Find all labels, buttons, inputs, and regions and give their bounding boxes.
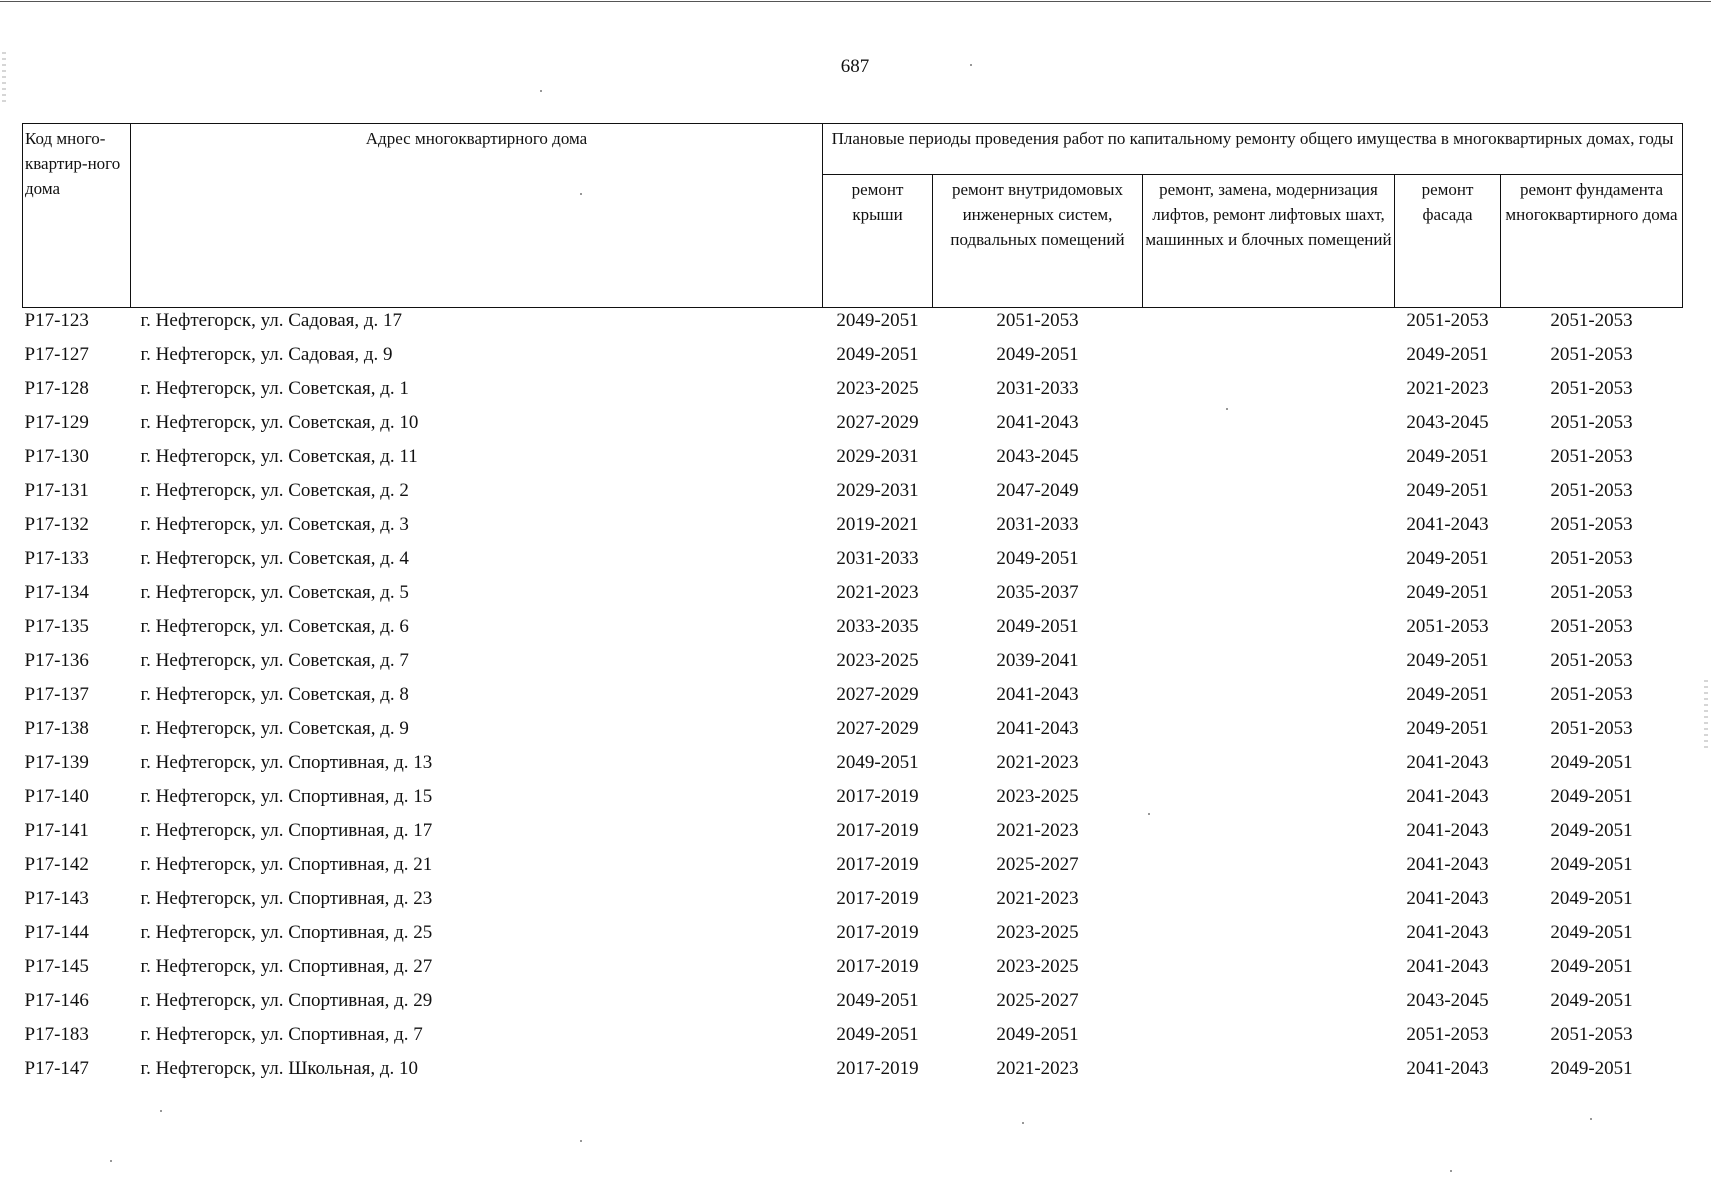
cell-foundation: 2051-2053: [1550, 1024, 1633, 1045]
cell-roof: 2017-2019: [836, 1058, 919, 1079]
cell-systems: 2049-2051: [996, 548, 1079, 569]
cell-roof: 2017-2019: [836, 922, 919, 943]
cell-address: г. Нефтегорск, ул. Советская, д. 6: [140, 616, 409, 637]
cell-code: Р17-130: [24, 446, 89, 467]
cell-roof: 2019-2021: [836, 514, 919, 535]
cell-facade: 2041-2043: [1406, 514, 1489, 535]
scan-speck: [580, 193, 582, 195]
cell-systems: 2051-2053: [996, 310, 1079, 331]
cell-roof: 2049-2051: [836, 1024, 919, 1045]
cell-elevators: [1143, 378, 1395, 412]
cell-code: Р17-183: [24, 1024, 89, 1045]
table-row: [23, 1024, 1683, 1058]
cell-facade: 2051-2053: [1406, 1024, 1489, 1045]
cell-foundation: 2049-2051: [1550, 990, 1633, 1011]
page-number: 687: [840, 56, 870, 77]
cell-roof: 2027-2029: [836, 684, 919, 705]
cell-roof: 2017-2019: [836, 956, 919, 977]
cell-facade: 2049-2051: [1406, 446, 1489, 467]
cell-systems: 2041-2043: [996, 684, 1079, 705]
table-body: [23, 308, 1683, 1093]
cell-roof: 2031-2033: [836, 548, 919, 569]
cell-roof: 2017-2019: [836, 888, 919, 909]
cell-code: Р17-129: [24, 412, 89, 433]
table-row: [23, 480, 1683, 514]
cell-code: Р17-142: [24, 854, 89, 875]
cell-code: Р17-123: [24, 310, 89, 331]
header-code: Код много-квартир-ного дома: [23, 124, 131, 308]
cell-foundation: 2051-2053: [1550, 616, 1633, 637]
cell-roof: 2017-2019: [836, 786, 919, 807]
cell-code: Р17-128: [24, 378, 89, 399]
cell-systems: 2021-2023: [996, 820, 1079, 841]
cell-elevators: [1143, 990, 1395, 1024]
cell-address: г. Нефтегорск, ул. Советская, д. 7: [140, 650, 409, 671]
cell-roof: 2017-2019: [836, 820, 919, 841]
table-row: [23, 412, 1683, 446]
cell-facade: 2049-2051: [1406, 718, 1489, 739]
cell-address: г. Нефтегорск, ул. Спортивная, д. 17: [140, 820, 433, 841]
cell-foundation: 2051-2053: [1550, 548, 1633, 569]
cell-elevators: [1143, 684, 1395, 718]
scan-edge-noise-right: [1704, 680, 1708, 750]
table-row: [23, 378, 1683, 412]
header-foundation: ремонт фундамента многоквартирного дома: [1501, 175, 1683, 308]
cell-elevators: [1143, 922, 1395, 956]
repair-schedule-table: [22, 123, 1683, 1092]
cell-code: Р17-132: [24, 514, 89, 535]
cell-address: г. Нефтегорск, ул. Советская, д. 2: [140, 480, 409, 501]
cell-code: Р17-141: [24, 820, 89, 841]
cell-facade: 2043-2045: [1406, 412, 1489, 433]
cell-foundation: 2049-2051: [1550, 1058, 1633, 1079]
cell-elevators: [1143, 308, 1395, 345]
cell-roof: 2029-2031: [836, 480, 919, 501]
cell-systems: 2023-2025: [996, 786, 1079, 807]
cell-roof: 2033-2035: [836, 616, 919, 637]
repair-schedule-table-wrapper: [22, 123, 1683, 1092]
cell-address: г. Нефтегорск, ул. Советская, д. 8: [140, 684, 409, 705]
cell-elevators: [1143, 446, 1395, 480]
cell-foundation: 2049-2051: [1550, 820, 1633, 841]
table-row: [23, 344, 1683, 378]
cell-facade: 2041-2043: [1406, 956, 1489, 977]
cell-roof: 2017-2019: [836, 854, 919, 875]
cell-elevators: [1143, 582, 1395, 616]
cell-foundation: 2049-2051: [1550, 854, 1633, 875]
cell-systems: 2049-2051: [996, 1024, 1079, 1045]
cell-foundation: 2051-2053: [1550, 446, 1633, 467]
cell-address: г. Нефтегорск, ул. Спортивная, д. 25: [140, 922, 433, 943]
cell-elevators: [1143, 548, 1395, 582]
cell-address: г. Нефтегорск, ул. Советская, д. 3: [140, 514, 409, 535]
cell-address: г. Нефтегорск, ул. Советская, д. 9: [140, 718, 409, 739]
table-row: [23, 922, 1683, 956]
cell-foundation: 2051-2053: [1550, 514, 1633, 535]
cell-systems: 2047-2049: [996, 480, 1079, 501]
cell-elevators: [1143, 956, 1395, 990]
cell-roof: 2049-2051: [836, 310, 919, 331]
cell-foundation: 2051-2053: [1550, 412, 1633, 433]
cell-roof: 2049-2051: [836, 990, 919, 1011]
cell-foundation: 2051-2053: [1550, 310, 1633, 331]
cell-elevators: [1143, 514, 1395, 548]
cell-code: Р17-143: [24, 888, 89, 909]
cell-facade: 2041-2043: [1406, 854, 1489, 875]
cell-systems: 2039-2041: [996, 650, 1079, 671]
cell-address: г. Нефтегорск, ул. Спортивная, д. 23: [140, 888, 433, 909]
cell-foundation: 2049-2051: [1550, 956, 1633, 977]
table-row: [23, 752, 1683, 786]
cell-elevators: [1143, 888, 1395, 922]
cell-roof: 2021-2023: [836, 582, 919, 603]
cell-facade: 2049-2051: [1406, 582, 1489, 603]
cell-systems: 2041-2043: [996, 718, 1079, 739]
table-row: [23, 308, 1683, 345]
cell-code: Р17-133: [24, 548, 89, 569]
cell-systems: 2035-2037: [996, 582, 1079, 603]
cell-code: Р17-138: [24, 718, 89, 739]
cell-facade: 2041-2043: [1406, 820, 1489, 841]
cell-elevators: [1143, 1058, 1395, 1092]
cell-foundation: 2051-2053: [1550, 718, 1633, 739]
table-row: [23, 650, 1683, 684]
table-row: [23, 446, 1683, 480]
cell-facade: 2041-2043: [1406, 752, 1489, 773]
cell-facade: 2049-2051: [1406, 480, 1489, 501]
table-row: [23, 582, 1683, 616]
cell-facade: 2049-2051: [1406, 650, 1489, 671]
cell-address: г. Нефтегорск, ул. Спортивная, д. 15: [140, 786, 433, 807]
cell-systems: 2025-2027: [996, 854, 1079, 875]
cell-roof: 2029-2031: [836, 446, 919, 467]
cell-address: г. Нефтегорск, ул. Школьная, д. 10: [140, 1058, 419, 1079]
cell-elevators: [1143, 412, 1395, 446]
scan-speck: [1022, 1122, 1024, 1124]
cell-elevators: [1143, 650, 1395, 684]
cell-elevators: [1143, 820, 1395, 854]
scan-speck: [110, 1160, 112, 1162]
cell-systems: 2049-2051: [996, 344, 1079, 365]
cell-elevators: [1143, 344, 1395, 378]
cell-systems: 2021-2023: [996, 888, 1079, 909]
table-row: [23, 956, 1683, 990]
cell-code: Р17-137: [24, 684, 89, 705]
cell-code: Р17-145: [24, 956, 89, 977]
cell-elevators: [1143, 616, 1395, 650]
scan-speck: [540, 90, 542, 92]
cell-elevators: [1143, 786, 1395, 820]
cell-roof: 2049-2051: [836, 344, 919, 365]
cell-code: Р17-144: [24, 922, 89, 943]
table-row: [23, 684, 1683, 718]
scan-speck: [1148, 813, 1150, 815]
cell-roof: 2049-2051: [836, 752, 919, 773]
cell-address: г. Нефтегорск, ул. Садовая, д. 9: [140, 344, 393, 365]
cell-foundation: 2051-2053: [1550, 344, 1633, 365]
scan-speck: [1226, 408, 1228, 410]
cell-address: г. Нефтегорск, ул. Спортивная, д. 29: [140, 990, 433, 1011]
cell-elevators: [1143, 1024, 1395, 1058]
header-address: Адрес многоквартирного дома: [131, 124, 823, 308]
scan-speck: [580, 1140, 582, 1142]
table-row: [23, 854, 1683, 888]
cell-facade: 2049-2051: [1406, 344, 1489, 365]
cell-foundation: 2051-2053: [1550, 378, 1633, 399]
cell-systems: 2031-2033: [996, 514, 1079, 535]
cell-roof: 2027-2029: [836, 718, 919, 739]
cell-elevators: [1143, 480, 1395, 514]
cell-foundation: 2049-2051: [1550, 752, 1633, 773]
cell-foundation: 2051-2053: [1550, 480, 1633, 501]
header-elevators: ремонт, замена, модернизация лифтов, ремонт лифтовых шахт, машинных и блочных помещений: [1143, 175, 1395, 308]
cell-foundation: 2049-2051: [1550, 786, 1633, 807]
cell-foundation: 2051-2053: [1550, 650, 1633, 671]
table-row: [23, 616, 1683, 650]
cell-code: Р17-147: [24, 1058, 89, 1079]
scan-speck: [970, 64, 972, 66]
cell-address: г. Нефтегорск, ул. Советская, д. 4: [140, 548, 409, 569]
cell-address: г. Нефтегорск, ул. Спортивная, д. 21: [140, 854, 433, 875]
cell-systems: 2023-2025: [996, 956, 1079, 977]
table-row: [23, 1058, 1683, 1092]
cell-foundation: 2049-2051: [1550, 922, 1633, 943]
cell-systems: 2043-2045: [996, 446, 1079, 467]
cell-roof: 2027-2029: [836, 412, 919, 433]
cell-facade: 2041-2043: [1406, 922, 1489, 943]
cell-systems: 2041-2043: [996, 412, 1079, 433]
scan-speck: [160, 1110, 162, 1112]
scan-edge-noise-left: [2, 52, 6, 102]
cell-facade: 2051-2053: [1406, 616, 1489, 637]
header-facade: ремонт фасада: [1395, 175, 1501, 308]
cell-facade: 2049-2051: [1406, 684, 1489, 705]
cell-address: г. Нефтегорск, ул. Спортивная, д. 27: [140, 956, 433, 977]
cell-systems: 2031-2033: [996, 378, 1079, 399]
cell-address: г. Нефтегорск, ул. Спортивная, д. 7: [140, 1024, 423, 1045]
top-page-rule: [0, 1, 1711, 2]
cell-systems: 2021-2023: [996, 1058, 1079, 1079]
cell-code: Р17-127: [24, 344, 89, 365]
table-row: [23, 786, 1683, 820]
cell-systems: 2021-2023: [996, 752, 1079, 773]
cell-foundation: 2051-2053: [1550, 582, 1633, 603]
header-systems: ремонт внутридомовых инженерных систем, подвальных помещений: [933, 175, 1143, 308]
header-roof: ремонт крыши: [823, 175, 933, 308]
cell-facade: 2043-2045: [1406, 990, 1489, 1011]
cell-roof: 2023-2025: [836, 378, 919, 399]
cell-elevators: [1143, 854, 1395, 888]
cell-address: г. Нефтегорск, ул. Спортивная, д. 13: [140, 752, 433, 773]
table-row: [23, 820, 1683, 854]
cell-facade: 2051-2053: [1406, 310, 1489, 331]
cell-foundation: 2049-2051: [1550, 888, 1633, 909]
cell-code: Р17-135: [24, 616, 89, 637]
cell-systems: 2025-2027: [996, 990, 1079, 1011]
cell-elevators: [1143, 718, 1395, 752]
cell-systems: 2023-2025: [996, 922, 1079, 943]
cell-facade: 2041-2043: [1406, 786, 1489, 807]
cell-facade: 2041-2043: [1406, 1058, 1489, 1079]
table-row: [23, 718, 1683, 752]
cell-systems: 2049-2051: [996, 616, 1079, 637]
cell-address: г. Нефтегорск, ул. Советская, д. 5: [140, 582, 409, 603]
table-row: [23, 888, 1683, 922]
cell-code: Р17-134: [24, 582, 89, 603]
cell-code: Р17-140: [24, 786, 89, 807]
cell-code: Р17-131: [24, 480, 89, 501]
cell-foundation: 2051-2053: [1550, 684, 1633, 705]
cell-address: г. Нефтегорск, ул. Советская, д. 1: [140, 378, 409, 399]
cell-facade: 2021-2023: [1406, 378, 1489, 399]
scan-speck: [1450, 1170, 1452, 1172]
scan-speck: [1590, 1118, 1592, 1120]
cell-code: Р17-146: [24, 990, 89, 1011]
cell-facade: 2041-2043: [1406, 888, 1489, 909]
table-row: [23, 514, 1683, 548]
cell-address: г. Нефтегорск, ул. Советская, д. 11: [140, 446, 418, 467]
table-row: [23, 990, 1683, 1024]
cell-roof: 2023-2025: [836, 650, 919, 671]
header-periods: Плановые периоды проведения работ по капитальному ремонту общего имущества в многоквартирных домах, годы: [823, 124, 1683, 175]
table-row: [23, 548, 1683, 582]
cell-address: г. Нефтегорск, ул. Садовая, д. 17: [140, 310, 403, 331]
cell-code: Р17-136: [24, 650, 89, 671]
cell-facade: 2049-2051: [1406, 548, 1489, 569]
table-header: [23, 124, 1683, 308]
cell-address: г. Нефтегорск, ул. Советская, д. 10: [140, 412, 419, 433]
cell-elevators: [1143, 752, 1395, 786]
cell-code: Р17-139: [24, 752, 89, 773]
